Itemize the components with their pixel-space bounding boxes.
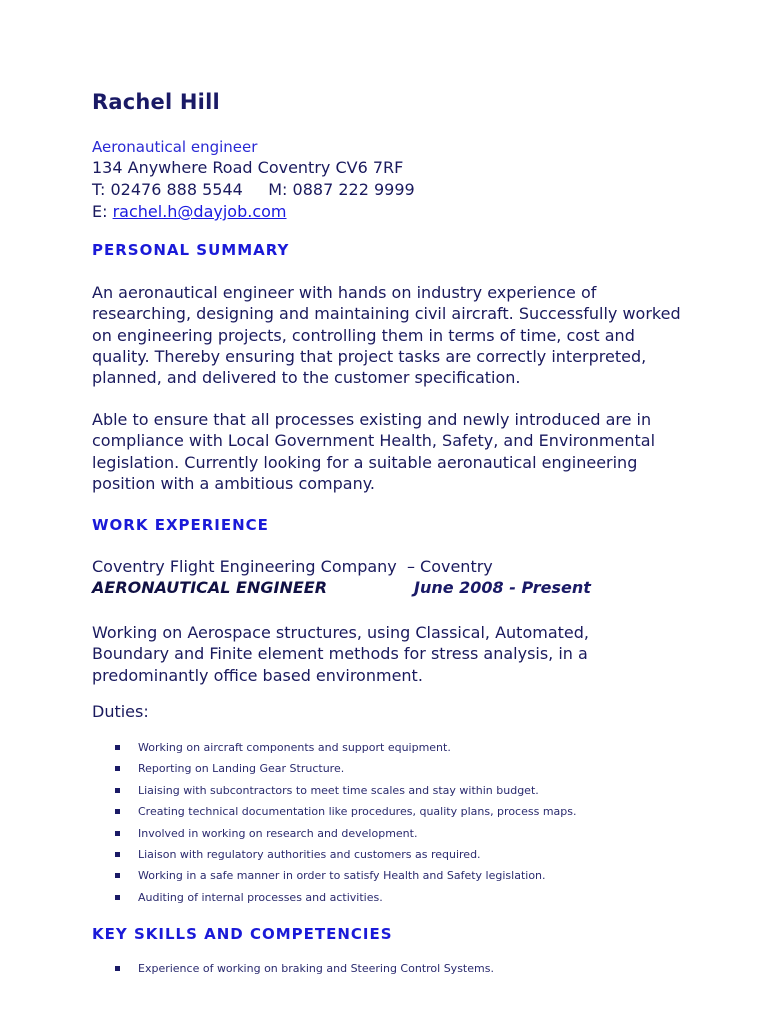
skills-list (92, 962, 712, 983)
duty-text: Working on aircraft components and support equipment. (138, 741, 451, 754)
square-bullet-icon (115, 966, 120, 971)
summary-paragraph-1: An aeronautical engineer with hands on industry experience of researching, designing and maintaining civil aircraft. Successfully worked on engineering projects, controlling them in terms of time, cost and quality. Thereby ensuring that project tasks are correctly interpreted, planned, and delivered to the customer specification. (92, 283, 681, 388)
list-item (92, 848, 712, 869)
skill-text: Experience of working on braking and Steering Control Systems. (138, 962, 494, 975)
duty-text: Liaison with regulatory authorities and customers as required. (138, 847, 481, 861)
square-bullet-icon (115, 766, 120, 771)
square-bullet-icon (115, 852, 120, 857)
employer-line: Coventry Flight Engineering Company – Coventry (92, 557, 493, 576)
summary-paragraph-2: Able to ensure that all processes existing and newly introduced are in compliance with Local Government Health, Safety, and Environmental legislation. Currently looking for a suitable aeronautical engineering position with a ambitious company. (92, 410, 656, 493)
list-item (92, 891, 712, 912)
list-item (92, 805, 712, 826)
personal-summary-heading: PERSONAL SUMMARY (92, 241, 290, 259)
candidate-name: Rachel Hill (92, 90, 220, 114)
square-bullet-icon (115, 895, 120, 900)
email-prefix: E: (92, 202, 113, 221)
list-item (92, 827, 712, 848)
square-bullet-icon (115, 831, 120, 836)
list-item (92, 741, 712, 762)
role-description: Working on Aerospace structures, using Classical, Automated, Boundary and Finite element methods for stress analysis, in a predominantly office based environment. (92, 623, 589, 685)
work-experience-heading: WORK EXPERIENCE (92, 516, 269, 534)
list-item (92, 784, 712, 805)
key-skills-heading: KEY SKILLS AND COMPETENCIES (92, 925, 393, 943)
duty-text: Reporting on Landing Gear Structure. (138, 762, 345, 776)
square-bullet-icon (115, 809, 120, 814)
duty-text: Auditing of internal processes and activities. (138, 890, 383, 904)
square-bullet-icon (115, 788, 120, 793)
list-item (92, 962, 712, 983)
email-link[interactable]: rachel.h@dayjob.com (112, 202, 287, 221)
phone-line: T: 02476 888 5544 M: 0887 222 9999 (92, 180, 415, 199)
duty-text: Creating technical documentation like procedures, quality plans, process maps. (138, 805, 577, 819)
list-item (92, 762, 712, 783)
list-item (92, 869, 712, 890)
email-line (92, 202, 287, 221)
job-title: Aeronautical engineer (92, 138, 258, 156)
square-bullet-icon (115, 873, 120, 878)
square-bullet-icon (115, 745, 120, 750)
duty-text: Working in a safe manner in order to satisfy Health and Safety legislation. (138, 869, 546, 883)
duties-list (92, 741, 712, 912)
role-dates: June 2008 - Present (414, 578, 591, 597)
duties-label: Duties: (92, 702, 149, 721)
address-line: 134 Anywhere Road Coventry CV6 7RF (92, 158, 404, 177)
duty-text: Involved in working on research and development. (138, 826, 418, 840)
role-title: AERONAUTICAL ENGINEER (92, 578, 328, 597)
duty-text: Liaising with subcontractors to meet time scales and stay within budget. (138, 783, 539, 797)
